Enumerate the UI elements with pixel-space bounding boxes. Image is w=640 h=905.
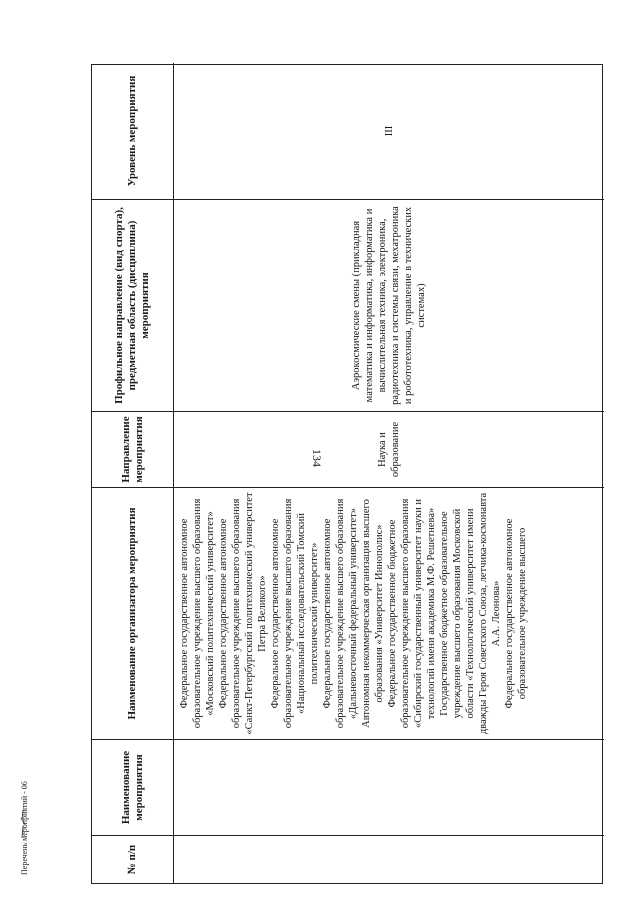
cell-number	[174, 835, 604, 883]
organizer-entry: Федеральное государственное автономное образовательное учреждение высшего	[504, 518, 528, 709]
organizer-entry: Федеральное государственное автономное образовательное учреждение высшего образования «Дальневосточный федеральный университет»	[322, 498, 359, 729]
rotated-table-sheet	[91, 64, 603, 884]
header-direction: Направление мероприятия	[92, 411, 174, 487]
header-event-name: Наименование мероприятия	[92, 739, 174, 835]
organizer-entry: Федеральное государственное автономное образовательное учреждение высшего образования «Национальный исследовательский Томский политехнический университет»	[270, 498, 320, 729]
organizer-entry: Автономная некоммерческая организация высшего образования «Университет Иннополис»	[361, 499, 385, 728]
cell-profile: Аэрокосмические смены (прикладная математика и информатика, информатика и вычислительная техника, электроника, радиотехника и системы связи, мехатроника и робототехника, управление в технических системах)	[174, 199, 604, 411]
header-number: № п/п	[92, 835, 174, 883]
header-level: Уровень мероприятия	[92, 63, 174, 199]
organizer-entry: Государственное бюджетное образовательное учреждение высшего образования Московской области «Технологический университет имени дважды Героя Советского Союза, летчика-космонавта А.А. Леонова»	[439, 492, 502, 735]
header-profile: Профильное направление (вид спорта), предметная область (дисциплина) мероприятия	[92, 199, 174, 411]
page-number: 134	[310, 449, 324, 467]
events-table	[91, 64, 603, 884]
organizer-entry: Федеральное государственное автономное образовательное учреждение высшего образования «Санкт-Петербургский политехнический университет Петра Великого»	[218, 492, 268, 735]
cell-organizers	[174, 487, 604, 739]
cell-event-name	[174, 739, 604, 835]
cell-level: III	[383, 125, 395, 137]
organizer-entry: Федеральное государственное бюджетное образовательное учреждение высшего образования «Сибирский государственный университет науки и технологий имени академика М.Ф. Решетнева»	[387, 498, 437, 729]
organizer-entry: Федеральное государственное автономное образовательное учреждение высшего образования «Московский политехнический университет»	[179, 498, 216, 729]
footer-caption: Перечень мероприятий - 06	[20, 781, 29, 875]
cell-direction: Наука и образование	[174, 411, 604, 487]
header-organizer: Наименование организатора мероприятия	[92, 487, 174, 739]
